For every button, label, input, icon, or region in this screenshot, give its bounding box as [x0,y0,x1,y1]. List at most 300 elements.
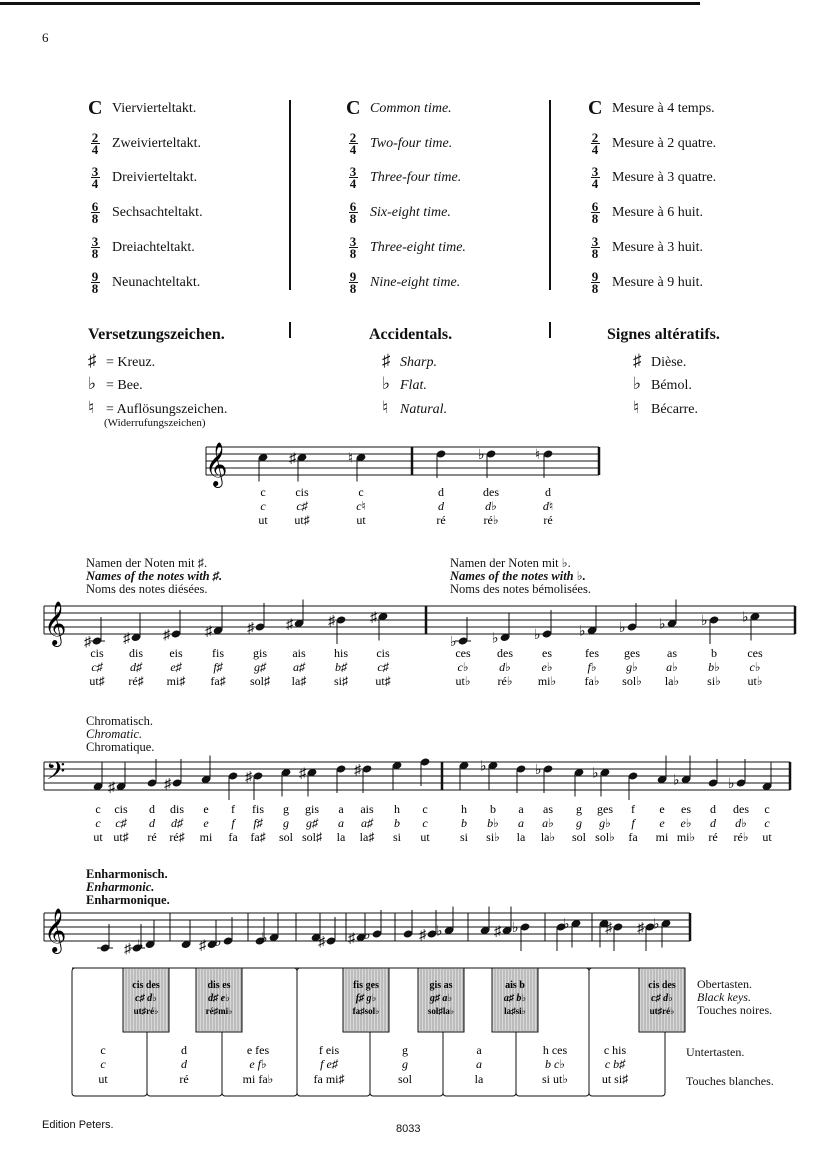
ex1-de-note-name: d [438,485,444,499]
chromatic-down-de-note-name: h [461,802,467,816]
chromatic-down-de-note-name: d [710,802,716,816]
chromatic-up-de-note-name: d [149,802,155,816]
flats-en-note-name: c♭ [457,660,469,674]
time-signature-label: Mesure à 4 temps. [612,100,715,116]
time-signature-symbol: 6 8 [91,199,99,226]
sharps-de-note-name: eis [169,646,183,660]
accidental-icon: ♭ [592,766,599,782]
enharmonic-label-de: Enharmonisch. [86,867,168,881]
sharps-en-note-name: a♯ [293,660,305,674]
chromatic-up-en-note-name: f♯ [253,816,263,830]
time-signature-label: Neunachteltakt. [112,274,201,290]
sharps-fr-note-name: la♯ [291,674,307,688]
flats-fr-note-name: ré♭ [497,674,513,688]
sharps-fr-note-name: mi♯ [166,674,186,688]
time-signature-symbol: 9 8 [591,269,599,296]
time-signature-label: Mesure à 3 huit. [612,239,703,255]
chromatic-up-fr-note-name: sol [278,830,294,844]
sharps-label-fr: Noms des notes diésées. [86,582,208,596]
flat-icon: ♭ [382,374,391,393]
ex1-en-note-name: c♮ [356,499,366,513]
accidental-icon: ♭ [728,777,735,792]
chromatic-down-en-note-name: b♭ [487,816,499,830]
flats-fr-note-name: la♭ [664,674,680,688]
time-signature-symbol: 3 8 [91,234,99,261]
white-key-name-de: e fes [246,1043,270,1057]
white-key-name-en: g [402,1057,408,1071]
time-signature-label: Two-four time. [370,135,453,151]
chromatic-up-de-note-name: c [422,802,428,816]
time-signature-symbol: 3 8 [591,234,599,261]
chromatic-down-en-note-name: d♭ [735,816,747,830]
flat-label: Flat. [400,378,427,393]
chromatic-up-en-note-name: g [283,816,289,830]
chromatic-up-en-note-name: d♯ [171,816,183,830]
chromatic-up-de-note-name: dis [169,802,185,816]
sharps-en-note-name: c♯ [377,660,389,674]
chromatic-up-fr-note-name: la [336,830,346,844]
flats-en-note-name: e♭ [541,660,553,674]
accidental-icon: ♭ [137,938,144,954]
time-signature-symbol: 3 4 [349,164,357,191]
time-signature-symbol: 6 8 [349,199,357,226]
accidental-icon: ♮ [348,451,354,467]
chromatic-label-de: Chromatisch. [86,714,154,728]
flats-fr-note-name: sol♭ [622,674,642,688]
accidental-icon: ♯ [108,780,115,796]
sharps-fr-note-name: fa♯ [210,674,226,688]
accidental-icon: ♯ [370,610,377,626]
white-key-name-de: f eis [318,1043,340,1057]
natural-icon: ♮ [633,398,640,417]
chromatic-down-fr-note-name: ré♭ [733,830,749,844]
sharp-icon: ♯ [88,351,97,370]
accidental-icon: ♯ [247,621,254,636]
flat-icon: ♭ [633,374,642,393]
flat-icon: ♭ [88,374,97,393]
chromatic-down-de-note-name: b [490,802,496,816]
chromatic-up-de-note-name: cis [114,802,128,816]
time-signature-label: Three-four time. [370,169,462,185]
chromatic-down-en-note-name: a [518,816,524,830]
sharps-fr-note-name: si♯ [333,674,349,688]
chromatic-down-en-note-name: e [659,816,665,830]
sharp-label: Dièse. [651,355,687,370]
chromatic-down-fr-note-name: mi [655,830,669,844]
chromatic-down-en-note-name: g♭ [599,816,611,830]
ex1-fr-note-name: ut [258,513,268,527]
white-key-name-en: e f♭ [249,1057,267,1071]
accidental-icon: ♯ [245,770,252,785]
white-key-name-en: a [476,1057,482,1071]
white-key-name-fr: ut si♯ [601,1072,629,1086]
flats-de-note-name: ges [624,646,640,660]
chromatic-up-fr-note-name: sol♯ [301,830,323,844]
time-signature-symbol: C [588,97,603,119]
accidental-icon: ♯ [84,635,91,650]
black-key-name-en: c♯ d♭ [135,993,157,1004]
sharp-label: = Kreuz. [106,355,156,370]
ex1-de-note-name: des [483,485,499,499]
chromatic-down-de-note-name: es [681,802,691,816]
chromatic-up-fr-note-name: si [392,830,402,844]
white-keys-legend-fr: Touches blanches. [686,1074,774,1088]
natural-icon: ♮ [88,398,95,417]
time-signature-symbol: 2 4 [349,130,357,157]
chromatic-up-fr-note-name: ut [420,830,430,844]
flats-de-note-name: fes [585,646,599,660]
accidental-icon: ♭ [535,763,542,778]
legend-black-en: Black keys. [697,990,751,1004]
chromatic-up-de-note-name: gis [304,802,320,816]
time-signature-label: Zweivierteltakt. [112,135,202,151]
sharps-en-note-name: d♯ [130,660,142,674]
time-signature-symbol: 3 8 [349,234,357,261]
chromatic-up-en-note-name: b [394,816,400,830]
sharps-en-note-name: c♯ [91,660,103,674]
ex1-de-note-name: c [260,485,266,499]
chromatic-down-en-note-name: g [576,816,582,830]
flats-label-en: Names of the notes with ♭. [450,569,586,583]
chromatic-down-fr-note-name: sol [571,830,587,844]
sharps-fr-note-name: sol♯ [249,674,271,688]
page-number: 6 [42,30,49,45]
accidental-icon: ♯ [494,924,501,940]
flats-fr-note-name: mi♭ [537,674,557,688]
chromatic-up-fr-note-name: ut♯ [113,830,129,844]
sharps-label-de: Namen der Noten mit ♯. [86,556,208,570]
black-key-name-de: cis des [132,980,160,991]
accidental-icon: ♯ [199,938,206,954]
time-signature-label: Dreiachteltakt. [112,239,195,255]
flats-fr-note-name: si♭ [707,674,721,688]
flats-de-note-name: b [711,646,717,660]
black-key-name-de: ais b [505,980,525,991]
accidental-icon: ♯ [637,921,644,936]
enharmonic-label-en: Enharmonic. [86,880,155,894]
chromatic-up-fr-note-name: ré♯ [169,830,185,844]
flats-label-fr: Noms des notes bémolisées. [450,582,591,596]
treble-clef-icon: 𝄞 [205,444,228,486]
white-key-name-fr: la [474,1072,484,1086]
black-key-name-en: f♯ g♭ [355,993,377,1004]
black-key-name-fr: ut♯ré♭ [133,1006,159,1016]
chromatic-down-fr-note-name: si♭ [486,830,500,844]
time-signature-label: Mesure à 9 huit. [612,274,703,290]
flats-en-note-name: b♭ [708,660,720,674]
white-key-name-fr: mi fa♭ [242,1072,274,1086]
accidental-icon: ♭ [579,624,586,640]
chromatic-down-de-note-name: g [576,802,582,816]
time-signature-symbol: 3 4 [91,164,99,191]
accidental-icon: ♯ [354,763,361,778]
flats-de-note-name: as [667,646,677,660]
chromatic-up-de-note-name: a [338,802,344,816]
ex1-en-note-name: c [260,499,266,513]
accidentals-title-de: Versetzungszeichen. [88,326,225,343]
white-keys-legend-de: Untertasten. [686,1045,745,1059]
flats-fr-note-name: ut♭ [455,674,471,688]
chromatic-down-de-note-name: as [543,802,553,816]
chromatic-down-de-note-name: c [764,802,770,816]
flats-label-de: Namen der Noten mit ♭. [450,556,571,570]
time-signature-symbol: 9 8 [349,269,357,296]
chromatic-up-en-note-name: d [149,816,155,830]
chromatic-down-en-note-name: b [461,816,467,830]
chromatic-down-fr-note-name: la♭ [540,830,556,844]
accidental-icon: ♭ [619,621,626,636]
chromatic-down-de-note-name: ges [597,802,613,816]
white-key-name-de: c [100,1043,106,1057]
accidental-icon: ♯ [318,935,325,950]
white-key-name-de: c his [603,1043,627,1057]
chromatic-label-en: Chromatic. [86,727,143,741]
chromatic-up-fr-note-name: ut [93,830,103,844]
white-key-name-fr: sol [397,1072,413,1086]
black-key-name-de: dis es [207,980,231,991]
sharps-de-note-name: gis [252,646,268,660]
chromatic-down-en-note-name: e♭ [680,816,692,830]
white-key-name-de: h ces [542,1043,568,1057]
ex1-en-note-name: d♮ [542,499,554,513]
white-key-name-fr: ut [98,1072,108,1086]
flats-de-note-name: ces [455,646,471,660]
ex1-en-note-name: d [438,499,444,513]
accidental-icon: ♯ [205,624,212,640]
accidental-icon: ♭ [653,917,660,933]
footer-edition: Edition Peters. [42,1119,114,1131]
white-key-name-en: c [100,1057,106,1071]
black-key-name-de: fis ges [353,980,379,991]
sharps-en-note-name: g♯ [254,660,266,674]
chromatic-down-fr-note-name: mi♭ [676,830,696,844]
accidental-icon: ♭ [534,628,541,643]
footer-plate-number: 8033 [396,1123,421,1135]
white-key-name-de: d [181,1043,187,1057]
black-key-name-fr: ré♯mi♭ [205,1006,233,1016]
bass-clef-icon: 𝄢 [46,758,66,791]
flats-en-note-name: d♭ [499,660,511,674]
time-signature-symbol: C [346,97,361,119]
white-key-name-en: d [181,1057,187,1071]
accidental-icon: ♯ [164,777,171,792]
sharp-icon: ♯ [382,351,391,370]
time-signature-symbol: 3 4 [591,164,599,191]
black-key-name-fr: la♯si♭ [504,1006,526,1016]
flats-de-note-name: es [542,646,552,660]
flats-en-note-name: c♭ [749,660,761,674]
sharps-en-note-name: b♯ [335,660,347,674]
chromatic-down-en-note-name: a♭ [542,816,554,830]
white-key-name-en: f e♯ [320,1057,338,1071]
accidental-icon: ♭ [673,773,680,789]
time-signature-label: Dreivierteltakt. [112,169,198,185]
time-signature-symbol: C [88,97,103,119]
sharp-icon: ♯ [633,351,642,370]
accidental-icon: ♯ [286,617,293,633]
accidental-icon: ♭ [364,928,371,943]
ex1-fr-note-name: ut [356,513,366,527]
sharps-en-note-name: e♯ [170,660,182,674]
flats-de-note-name: ces [747,646,763,660]
chromatic-down-en-note-name: c [764,816,770,830]
time-signature-symbol: 6 8 [591,199,599,226]
treble-clef-icon: 𝄞 [44,603,67,645]
sharps-fr-note-name: ut♯ [89,674,105,688]
chromatic-up-de-note-name: h [394,802,400,816]
accidental-icon: ♭ [450,635,457,650]
chromatic-down-fr-note-name: sol♭ [595,830,615,844]
flat-label: Bémol. [651,378,692,393]
chromatic-up-fr-note-name: mi [199,830,213,844]
accidentals-title-en: Accidentals. [369,326,453,343]
sharps-de-note-name: cis [376,646,390,660]
sharps-fr-note-name: ut♯ [375,674,391,688]
accidental-icon: ♯ [289,451,296,467]
ex1-de-note-name: cis [295,485,309,499]
accidental-icon: ♭ [478,448,485,463]
natural-label: = Auflösungszeichen. [106,402,228,417]
chromatic-down-en-note-name: d [710,816,716,830]
time-signature-label: Common time. [370,100,452,116]
flat-label: = Bee. [106,378,143,393]
white-key-name-fr: ré [179,1072,189,1086]
chromatic-down-fr-note-name: la [516,830,526,844]
ex1-fr-note-name: ut♯ [294,513,310,527]
natural-note-de: (Widerrufungszeichen) [104,417,206,429]
chromatic-up-de-note-name: c [95,802,101,816]
flats-en-note-name: f♭ [587,660,597,674]
accidental-icon: ♭ [701,614,708,629]
ex1-en-note-name: c♯ [296,499,308,513]
flats-fr-note-name: ut♭ [747,674,763,688]
chromatic-down-de-note-name: des [733,802,749,816]
chromatic-down-fr-note-name: fa [628,830,638,844]
accidental-icon: ♯ [123,631,130,647]
time-signature-label: Sechsachteltakt. [112,204,203,220]
chromatic-up-en-note-name: e [203,816,209,830]
chromatic-up-en-note-name: a♯ [361,816,373,830]
accidental-icon: ♯ [328,614,335,629]
chromatic-up-de-note-name: e [203,802,209,816]
time-signature-label: Three-eight time. [370,239,466,255]
black-key-name-fr: fa♯sol♭ [352,1006,380,1016]
accidental-icon: ♭ [215,935,222,950]
accidental-icon: ♭ [261,931,268,947]
chromatic-up-en-note-name: c [422,816,428,830]
time-signature-symbol: 9 8 [91,269,99,296]
ex1-fr-note-name: ré♭ [483,513,499,527]
enharmonic-label-fr: Enharmonique. [86,893,170,907]
accidental-icon: ♭ [742,610,749,626]
time-signature-label: Mesure à 2 quatre. [612,135,717,151]
time-signature-label: Nine-eight time. [370,274,461,290]
time-signature-label: Viervierteltakt. [112,100,197,116]
white-key-name-fr: fa mi♯ [313,1072,345,1086]
chromatic-up-en-note-name: a [338,816,344,830]
natural-icon: ♮ [382,398,389,417]
black-key-name-fr: sol♯la♭ [427,1006,455,1016]
accidental-icon: ♯ [419,928,426,943]
accidental-icon: ♭ [512,921,519,936]
accidental-icon: ♭ [563,917,570,933]
black-key-name-fr: ut♯ré♭ [649,1006,675,1016]
accidental-icon: ♮ [535,448,541,463]
chromatic-up-en-note-name: c [95,816,101,830]
chromatic-up-en-note-name: c♯ [115,816,127,830]
chromatic-up-fr-note-name: ré [147,830,157,844]
chromatic-up-fr-note-name: fa [228,830,238,844]
sharps-de-note-name: dis [128,646,144,660]
accidental-icon: ♭ [492,631,499,647]
sharps-de-note-name: fis [212,646,224,660]
black-key-name-de: gis as [429,980,453,991]
sharps-de-note-name: his [333,646,349,660]
white-key-name-de: g [402,1043,408,1057]
white-key-name-de: a [476,1043,482,1057]
accidental-icon: ♯ [163,628,170,643]
time-signature-label: Mesure à 6 huit. [612,204,703,220]
ex1-de-note-name: c [358,485,364,499]
ex1-en-note-name: d♭ [485,499,497,513]
flats-en-note-name: a♭ [666,660,678,674]
chromatic-up-de-note-name: fis [252,802,264,816]
sharps-en-note-name: f♯ [213,660,223,674]
treble-clef-icon: 𝄞 [44,910,67,952]
chromatic-up-de-note-name: f [231,802,235,816]
chromatic-down-en-note-name: f [631,816,635,830]
legend-black-de: Obertasten. [697,977,752,991]
sharps-de-note-name: cis [90,646,104,660]
chromatic-down-de-note-name: f [631,802,635,816]
black-key-name-en: g♯ a♭ [429,993,453,1004]
chromatic-down-fr-note-name: si [459,830,469,844]
accidental-icon: ♯ [605,921,612,936]
natural-label: Bécarre. [651,402,699,417]
sharps-de-note-name: ais [292,646,306,660]
sharps-label-en: Names of the notes with ♯. [86,569,223,583]
accidental-icon: ♭ [659,617,666,633]
flats-fr-note-name: fa♭ [584,674,600,688]
flats-en-note-name: g♭ [626,660,638,674]
flats-de-note-name: des [497,646,513,660]
ex1-fr-note-name: ré [436,513,446,527]
natural-label: Natural. [400,402,448,417]
accidental-icon: ♯ [348,931,355,947]
chromatic-label-fr: Chromatique. [86,740,155,754]
sharps-fr-note-name: ré♯ [128,674,144,688]
black-key-name-en: d♯ e♭ [208,993,230,1004]
chromatic-up-de-note-name: g [283,802,289,816]
black-key-name-en: c♯ d♭ [651,993,673,1004]
time-signature-symbol: 2 4 [591,130,599,157]
accidental-icon: ♭ [480,759,487,775]
white-key-name-en: b c♭ [545,1057,565,1071]
ex1-de-note-name: d [545,485,551,499]
chromatic-up-fr-note-name: fa♯ [250,830,266,844]
chromatic-down-de-note-name: e [659,802,665,816]
black-keys-legend [697,978,772,1017]
chromatic-up-en-note-name: g♯ [306,816,318,830]
time-signature-label: Six-eight time. [370,204,451,220]
black-key-name-en: a♯ b♭ [503,993,527,1004]
time-signature-symbol: 2 4 [91,130,99,157]
legend-black-fr: Touches noires. [697,1003,773,1017]
accidental-icon: ♭ [436,924,443,940]
chromatic-down-de-note-name: a [518,802,524,816]
accidental-icon: ♯ [124,942,131,957]
black-key-name-de: cis des [648,980,676,991]
